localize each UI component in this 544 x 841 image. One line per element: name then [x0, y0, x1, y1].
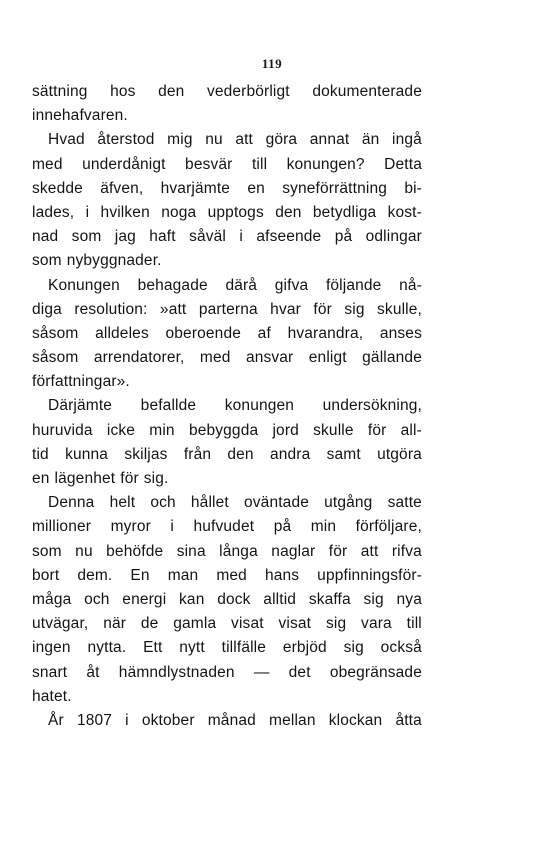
- word: sig: [363, 590, 384, 608]
- word: sig.: [143, 470, 169, 487]
- text-line: [32, 201, 422, 225]
- word: ansvar: [245, 349, 294, 367]
- word: när: [103, 615, 127, 633]
- word: uppfinningsför-: [317, 566, 422, 584]
- word: de: [140, 615, 159, 633]
- word: det: [288, 663, 311, 681]
- word: nybyggnader.: [66, 252, 162, 270]
- word: visat: [278, 615, 312, 633]
- word: hans: [264, 566, 300, 584]
- text-line: [32, 443, 422, 467]
- word: och: [84, 590, 110, 608]
- word: bi-: [404, 179, 422, 197]
- word: man: [167, 566, 199, 584]
- word: med: [199, 349, 231, 367]
- word: betydliga: [312, 203, 377, 221]
- word: hvarjämte: [160, 179, 231, 197]
- word: energi: [122, 590, 167, 608]
- text-line: [32, 177, 422, 201]
- word: konungen: [224, 397, 295, 415]
- word: såväl: [189, 228, 227, 246]
- word: millioner: [32, 518, 92, 536]
- word: gällande: [362, 349, 422, 367]
- word: göra: [265, 131, 298, 149]
- word: 1807: [76, 711, 113, 729]
- text-line: [32, 491, 422, 515]
- word: hållet: [190, 494, 229, 512]
- word: behagade: [137, 276, 208, 294]
- word: nu: [205, 131, 223, 149]
- word: visat: [231, 615, 264, 633]
- word: nya: [396, 590, 422, 608]
- word: sättning: [32, 83, 88, 100]
- word: för: [313, 300, 332, 318]
- word: skaffa: [308, 590, 351, 608]
- word: bebyggda: [188, 421, 259, 439]
- word: en: [247, 179, 265, 197]
- word: nu: [75, 542, 93, 560]
- word: skiljas: [124, 445, 168, 463]
- word: noga: [161, 203, 197, 221]
- word: utvägar,: [32, 615, 89, 633]
- text-line: [32, 104, 422, 128]
- word: alltid: [263, 590, 297, 608]
- word: för: [120, 470, 139, 487]
- word: måga: [32, 590, 72, 608]
- word: besvär: [185, 155, 233, 173]
- word: undersökning,: [322, 397, 422, 415]
- word: en: [32, 470, 50, 487]
- word: skulle,: [377, 300, 422, 318]
- word: oktober: [141, 711, 195, 729]
- word: annat: [309, 131, 350, 149]
- word: i: [170, 518, 175, 536]
- word: utgång: [324, 494, 373, 512]
- word: enligt: [308, 349, 347, 367]
- word: författningar».: [32, 373, 130, 391]
- word: åtta: [395, 711, 422, 729]
- word: hos: [110, 83, 136, 100]
- word: syneförrättning: [282, 179, 387, 197]
- text-line: [32, 225, 422, 249]
- word: tillfälle: [221, 639, 267, 657]
- word: den: [158, 83, 185, 100]
- text-line: [32, 612, 422, 636]
- word: gamla: [173, 615, 217, 633]
- word: jag: [114, 228, 136, 246]
- word: därå: [225, 276, 258, 294]
- word: den: [275, 203, 302, 221]
- text-line: [32, 153, 422, 177]
- word: sig: [343, 639, 364, 657]
- word: vara: [361, 615, 392, 633]
- word: befallde: [140, 397, 197, 415]
- word: klockan: [328, 711, 383, 729]
- text-line: [32, 419, 422, 443]
- word: haft: [149, 228, 176, 246]
- text-line: [32, 370, 422, 394]
- word: behöfde: [106, 542, 164, 560]
- word: Ett: [143, 639, 163, 657]
- word: kost-: [387, 203, 422, 221]
- word: mig: [167, 131, 193, 149]
- text-line: [32, 564, 422, 588]
- word: all-: [400, 421, 422, 439]
- word: till: [406, 615, 422, 633]
- text-line: [32, 540, 422, 564]
- text-line: [32, 80, 422, 104]
- word: att: [235, 131, 253, 149]
- word: på: [334, 228, 353, 246]
- word: obegränsade: [329, 663, 422, 681]
- word: oberoende: [165, 324, 241, 342]
- word: En: [130, 566, 150, 584]
- word: åt: [86, 663, 100, 681]
- word: för: [328, 542, 348, 560]
- word: äfven,: [100, 179, 144, 197]
- word: odlingar: [365, 228, 422, 246]
- text-line: [32, 709, 422, 733]
- word: helt: [109, 494, 136, 512]
- word: tid: [32, 445, 49, 463]
- word: arrendatorer,: [93, 349, 185, 367]
- page-number: 119: [261, 56, 283, 71]
- text-line: [32, 467, 422, 491]
- word: nytta.: [87, 639, 127, 657]
- word: konungen?: [286, 155, 365, 173]
- word: än: [361, 131, 380, 149]
- text-line: [32, 274, 422, 298]
- word: lägenhet: [54, 470, 116, 487]
- word: nad: [32, 228, 59, 246]
- word: anses: [379, 324, 422, 342]
- word: sig: [325, 615, 347, 633]
- word: icke: [106, 421, 136, 439]
- body-text: [32, 80, 422, 733]
- text-line: [32, 685, 422, 709]
- word: jord: [272, 421, 299, 439]
- word: underdånigt: [82, 155, 166, 173]
- text-line: [32, 128, 422, 152]
- word: Därjämte: [48, 397, 113, 415]
- word: innehafvaren.: [32, 107, 128, 125]
- text-line: [32, 298, 422, 322]
- word: —: [253, 663, 270, 681]
- word: följande: [325, 276, 382, 294]
- word: hvar: [270, 300, 301, 318]
- word: som: [32, 252, 62, 270]
- word: satte: [387, 494, 422, 512]
- word: återstod: [97, 131, 155, 149]
- word: erbjöd: [282, 639, 327, 657]
- word: dokumenterade: [312, 83, 422, 100]
- word: dock: [217, 590, 251, 608]
- word: hufvudet: [193, 518, 255, 536]
- word: snart: [32, 663, 68, 681]
- word: naglar: [271, 542, 316, 560]
- word: Hvad: [48, 131, 85, 149]
- text-line: [32, 394, 422, 418]
- word: hatet.: [32, 687, 72, 705]
- word: som: [32, 542, 62, 560]
- word: resolution:: [74, 300, 148, 318]
- word: min: [310, 518, 337, 536]
- word: i: [85, 203, 90, 221]
- word: diga: [32, 300, 62, 318]
- word: parterna: [198, 300, 258, 318]
- word: Denna: [48, 494, 95, 512]
- word: långa: [219, 542, 258, 560]
- word: ingå: [392, 131, 422, 149]
- word: och: [150, 494, 176, 512]
- word: också: [380, 639, 422, 657]
- word: Konungen: [48, 276, 120, 294]
- word: alldeles: [95, 324, 149, 342]
- word: som: [71, 228, 102, 246]
- text-line: [32, 515, 422, 539]
- word: från: [183, 445, 212, 463]
- text-line: [32, 588, 422, 612]
- word: »att: [159, 300, 187, 318]
- word: rifva: [391, 542, 422, 560]
- word: månad: [207, 711, 256, 729]
- word: nytt: [179, 639, 205, 657]
- text-line: [32, 322, 422, 346]
- word: myror: [110, 518, 151, 536]
- text-line: [32, 661, 422, 685]
- word: samt: [326, 445, 361, 463]
- word: nå-: [399, 276, 422, 294]
- word: på: [273, 518, 292, 536]
- word: hvilken: [100, 203, 150, 221]
- word: förföljare,: [355, 518, 422, 536]
- text-line: [32, 346, 422, 370]
- word: upptogs: [207, 203, 264, 221]
- text-line: [32, 636, 422, 660]
- word: afseende: [256, 228, 322, 246]
- word: lades,: [32, 203, 75, 221]
- word: såsom: [32, 349, 79, 367]
- word: den: [227, 445, 254, 463]
- word: dem.: [77, 566, 113, 584]
- word: andra: [269, 445, 311, 463]
- word: bort: [32, 566, 60, 584]
- word: i: [239, 228, 243, 246]
- word: skedde: [32, 179, 83, 197]
- word: År: [48, 711, 64, 729]
- word: kan: [179, 590, 205, 608]
- text-line: [32, 249, 422, 273]
- word: hämndlystnaden: [118, 663, 235, 681]
- word: sig: [344, 300, 365, 318]
- word: skulle: [313, 421, 354, 439]
- word: min: [149, 421, 175, 439]
- word: såsom: [32, 324, 79, 342]
- word: med: [32, 155, 63, 173]
- word: i: [125, 711, 129, 729]
- word: för: [367, 421, 387, 439]
- word: utgöra: [377, 445, 422, 463]
- word: ingen: [32, 639, 71, 657]
- word: huruvida: [32, 421, 93, 439]
- word: mellan: [269, 711, 316, 729]
- word: gifva: [274, 276, 309, 294]
- word: med: [216, 566, 247, 584]
- word: af: [257, 324, 271, 342]
- word: hvarandra,: [287, 324, 364, 342]
- word: att: [360, 542, 379, 560]
- word: vederbörligt: [206, 83, 290, 100]
- word: oväntade: [244, 494, 309, 512]
- word: kunna: [65, 445, 109, 463]
- word: till: [251, 155, 268, 173]
- word: Detta: [384, 155, 422, 173]
- word: sina: [176, 542, 206, 560]
